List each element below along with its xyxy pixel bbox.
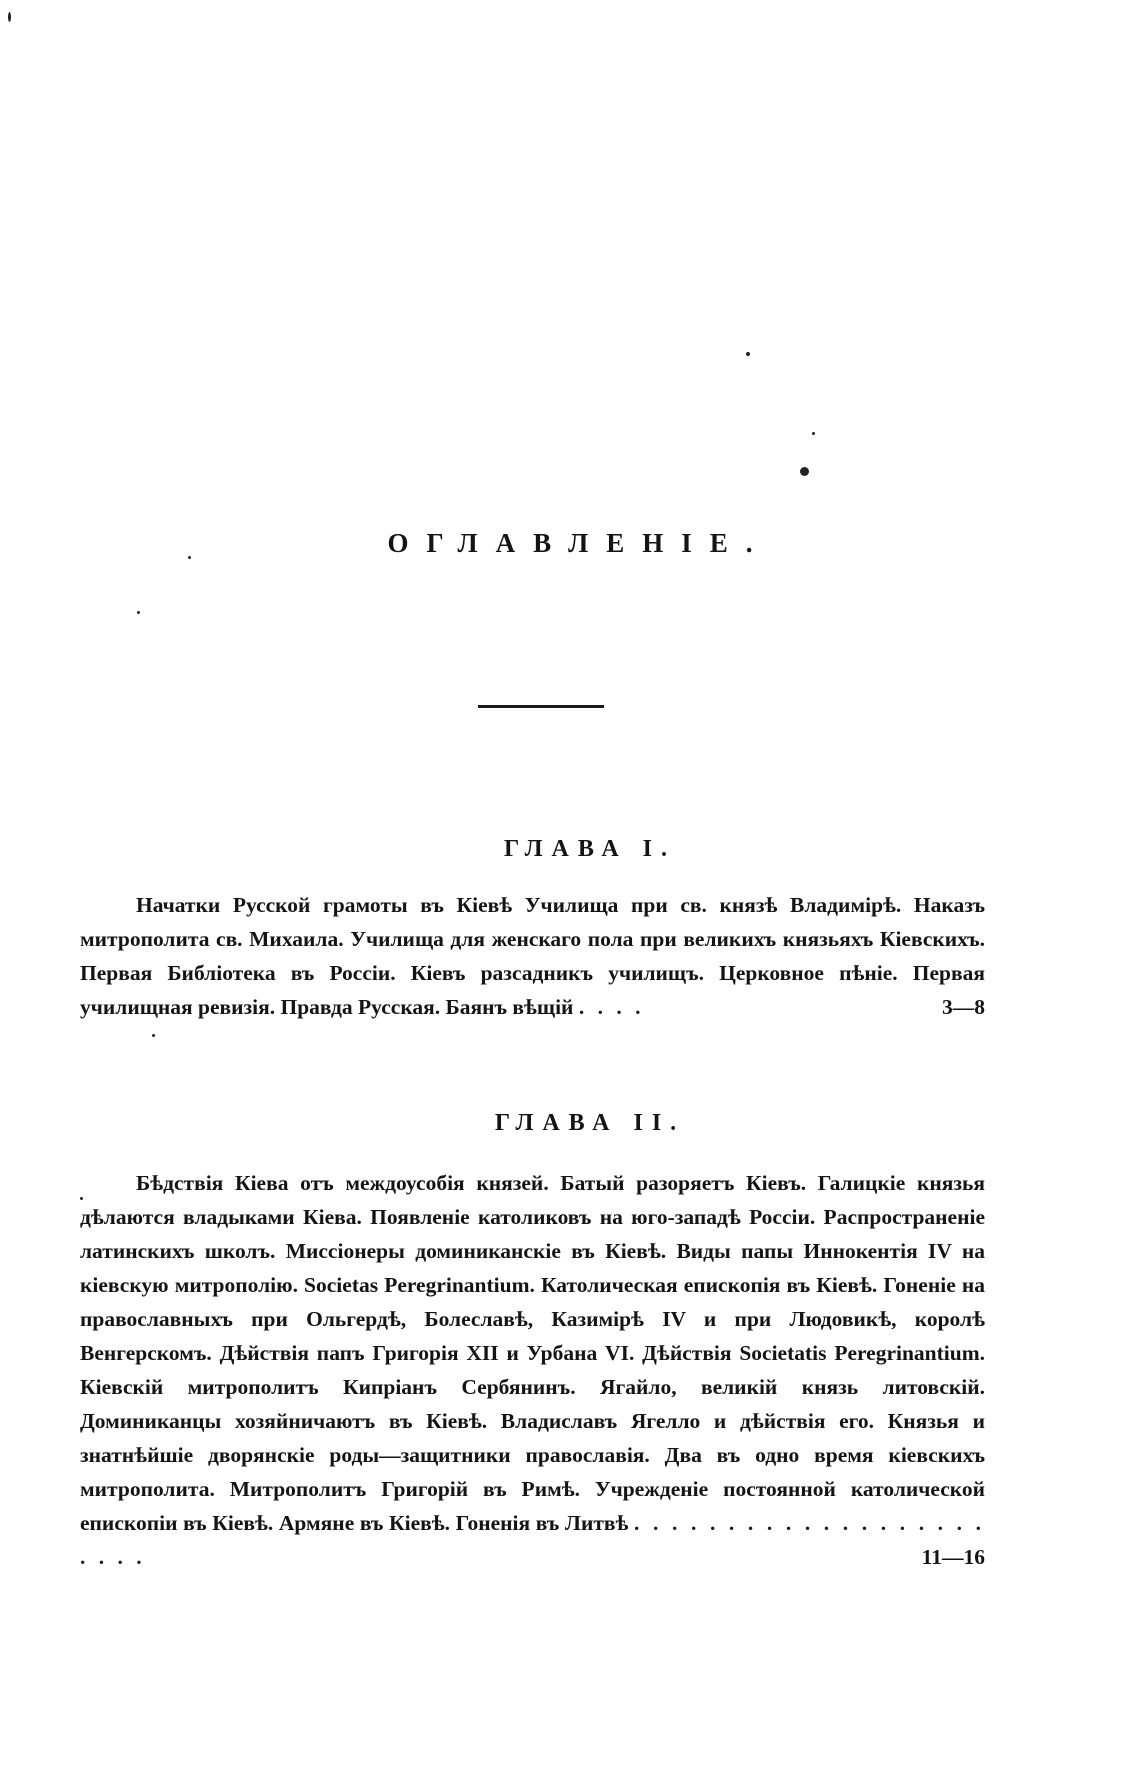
chapter-2-heading: ГЛАВА II. [494, 1110, 686, 1136]
scan-speck [8, 12, 11, 22]
scan-speck [800, 467, 809, 476]
chapter-1-pages: 3—8 [942, 995, 985, 1019]
chapter-2-leader: . . . . . . . . . . . . . . . . . . . . . . . [80, 1511, 986, 1569]
chapter-1-summary [80, 888, 985, 1024]
scan-speck [188, 556, 191, 559]
chapter-2-summary [80, 1166, 985, 1574]
scan-speck [80, 1197, 83, 1200]
title-divider [478, 705, 604, 708]
scan-speck [746, 352, 750, 356]
scan-speck [812, 432, 815, 435]
chapter-1-heading: ГЛАВА I. [503, 836, 677, 862]
scan-speck [152, 1034, 155, 1037]
scan-speck [137, 611, 140, 614]
chapter-2-pages: 11—16 [921, 1545, 985, 1569]
chapter-1-leader: . . . . [578, 995, 645, 1019]
chapter-2-text: Бѣдствія Кіева отъ междоусобія князей. Батый разоряетъ Кіевъ. Галицкіе князья дѣлаются владыками Кіева. Появленіе католиковъ на юго-западѣ Россіи. Распространеніе латинскихъ школъ. Миссіонеры доминиканскіе въ Кіевѣ. Виды папы Иннокентія IV на кіевскую митрополію. Societas Peregrinantium. Католическая епископія въ Кіевѣ. Гоненіе на православныхъ при Ольгердѣ, Болеславѣ, Казимірѣ IV и при Людовикѣ, королѣ Венгерскомъ. Дѣйствія папъ Григорія XII и Урбана VI. Дѣйствія Societatis Peregrinantium. Кіевскій митрополитъ Кипріанъ Сербянинъ. Ягайло, великій князь литовскій. Доминиканцы хозяйничаютъ въ Кіевѣ. Владиславъ Ягелло и дѣйствія его. Князья и знатнѣйшіе дворянскіе роды—защитники православія. Два въ одно время кіевскихъ митрополита. Митрополитъ Григорій въ Римѣ. Учрежденіе постоянной католической епископіи въ Кіевѣ. Армяне въ Кіевѣ. Гоненія въ Литвѣ [80, 1171, 985, 1535]
page-title: ОГЛАВЛЕНІЕ. [387, 528, 771, 558]
chapter-1-text: Начатки Русской грамоты въ Кіевѣ Училища при св. князѣ Владимірѣ. Наказъ митрополита св. Михаила. Училища для женскаго пола при великихъ князьяхъ Кіевскихъ. Первая Библіотека въ Россіи. Кіевъ разсадникъ училищъ. Церковное пѣніе. Первая училищная ревизія. Правда Русская. Баянъ вѣщій [80, 893, 985, 1019]
